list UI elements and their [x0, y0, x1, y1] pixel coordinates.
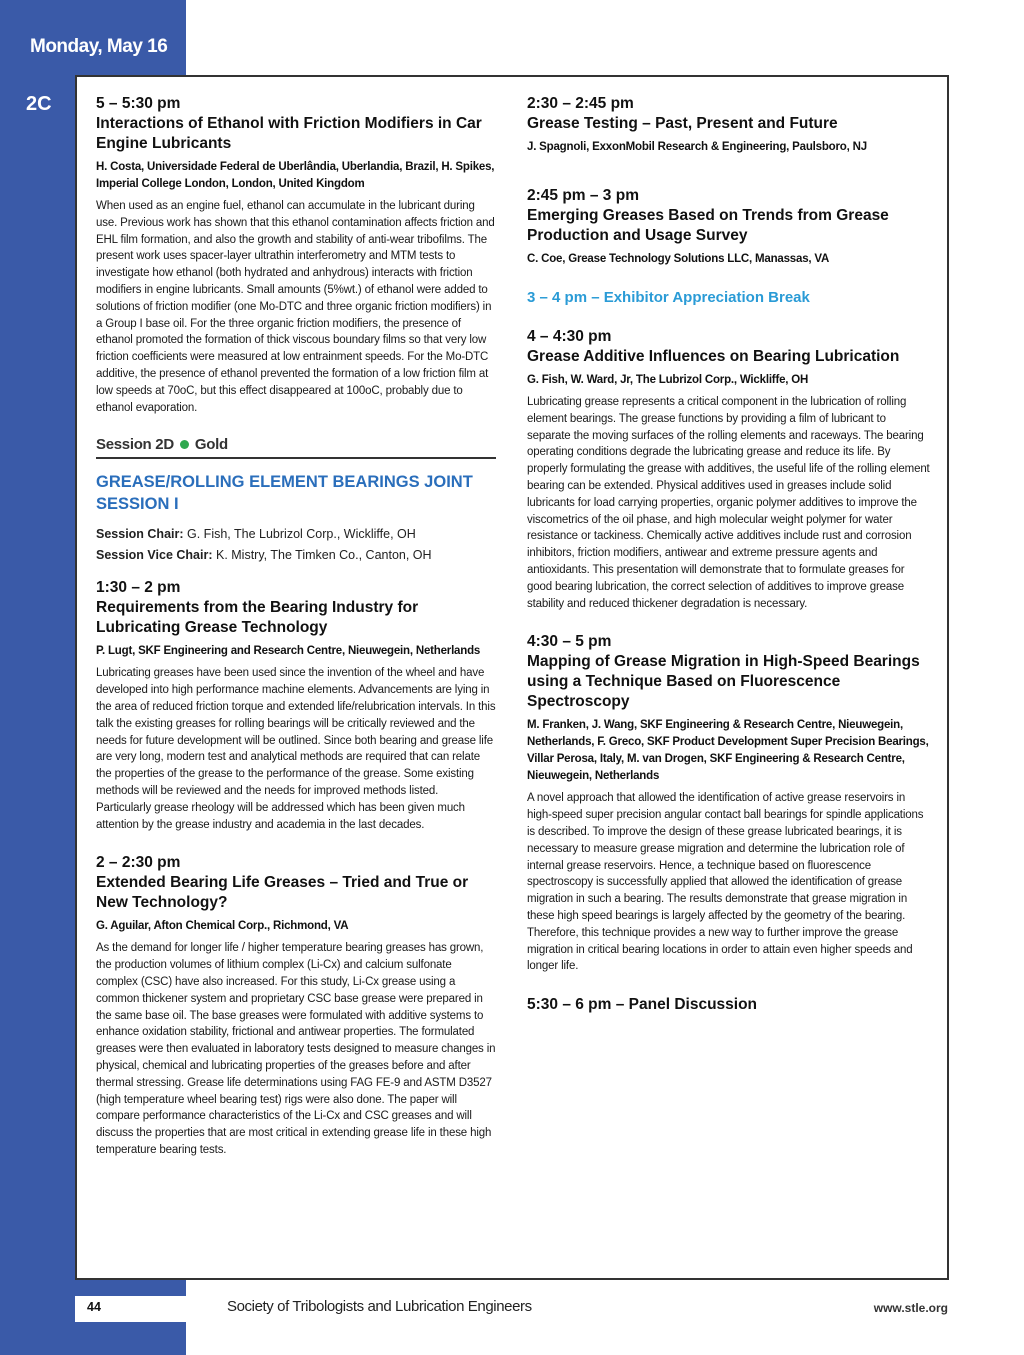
chair-label: Session Chair:: [96, 527, 184, 542]
talk-authors: H. Costa, Universidade Federal de Uberlândia, Uberlandia, Brazil, H. Spikes, Imperial College London, London, United Kingdom: [96, 161, 495, 190]
left-column: [96, 94, 496, 1179]
talk-title: Requirements from the Bearing Industry for Lubricating Grease Technology: [96, 599, 419, 637]
talk-time: 2 – 2:30 pm: [96, 854, 181, 872]
talk-block: [527, 94, 931, 156]
session-code: 2C: [26, 93, 52, 115]
vice-chair-name: K. Mistry, The Timken Co., Canton, OH: [215, 548, 432, 563]
talk-authors: C. Coe, Grease Technology Solutions LLC, Manassas, VA: [527, 253, 830, 265]
talk-abstract: Lubricating grease represents a critical component in the lubrication of rolling element bearings. The grease functions by providing a film of lubricant to separate the moving surfaces of the rolling elements and raceways. The bearing operating conditions degrade the lubricating grease and reduce its life. By properly formulating the grease with additives, the useful life of the rolling element bearing can be extended. Physical additives used in greases include solid lubricants for load carrying properties, organic polymer additives to improve the viscometrics of the oil phase, and high molecular weight polymer for water resistance or tackiness. Chemically active additives include rust and corrosion inhibitors, friction modifiers, antiwear and extreme pressure agents and antioxidants. This presentation will demonstrate that to formulate greases for good bearing lubrication, the correct selection of additives to improve grease stability and reduced thickener degradation is necessary.: [527, 396, 930, 610]
talk-abstract: As the demand for longer life / higher temperature bearing greases has grown, the production volumes of lithium complex (Li-Cx) and calcium sulfonate complex (CSC) have also increased. For this study, Li-Cx grease using a common thickener system and proprietary CSC base grease were prepared in the same base oil. The base greases were formulated with additive systems to enhance oxidation stability, frictional and antiwear properties. The formulated greases were then evaluated in laboratory tests designed to measure changes in physical, chemical and lubricating properties of the greases before and after thermal stressing. Grease life determinations using FAG FE-9 and ASTM D3527 (high temperature wheel bearing test) rigs were also done. The paper will compare performance characteristics of the Li-Cx and CSC greases and will discuss the properties that are most critical in extending grease life in these high temperature bearing tests.: [96, 942, 496, 1156]
page-number: 44: [87, 1300, 101, 1314]
talk-authors: J. Spagnoli, ExxonMobil Research & Engineering, Paulsboro, NJ: [527, 141, 867, 153]
session-heading: [96, 436, 496, 459]
talk-block: [96, 853, 496, 1158]
talk-time: 1:30 – 2 pm: [96, 579, 181, 597]
talk-block: [96, 94, 496, 416]
talk-block: [527, 327, 931, 612]
talk-title: Grease Additive Influences on Bearing Lubrication: [527, 348, 900, 365]
session-chair: [96, 524, 496, 545]
talk-title: Extended Bearing Life Greases – Tried and True or New Technology?: [96, 874, 469, 912]
talk-time: 4 – 4:30 pm: [527, 328, 612, 345]
session-label: Session 2D: [96, 436, 174, 454]
talk-time: 5 – 5:30 pm: [96, 95, 181, 112]
talk-block: [96, 578, 496, 833]
talk-authors: G. Aguilar, Afton Chemical Corp., Richmond, VA: [96, 920, 349, 933]
talk-block: [527, 632, 931, 975]
talk-abstract: When used as an engine fuel, ethanol can accumulate in the lubricant during use. Previous work has shown that this ethanol contamination affects friction and EHL film formation, and also the growth and stability of anti-wear tribofilms. The present work uses spacer-layer ultrathin interferometry and MTM tests to investigate how ethanol (both hydrated and anhydrous) interacts with friction modifiers in engine lubricants. Small amounts (5%wt.) of ethanol were added to solutions of friction modifier (one Mo-DTC and three organic friction modifiers) in a Group I base oil. For the three organic friction modifiers, the presence of ethanol promoted the formation of thick viscous boundary films so that very low friction coefficients were measured at low entrainment speeds. For the Mo-DTC additive, the presence of ethanol prevented the formation of a low friction film at low speeds at 70oC, but this effect disappeared at 100oC, probably due to ethanol evaporation.: [96, 200, 495, 414]
talk-title: Interactions of Ethanol with Friction Modifiers in Car Engine Lubricants: [96, 115, 482, 152]
room-dot-icon: [180, 440, 189, 449]
talk-abstract: A novel approach that allowed the identification of active grease reservoirs in high-speed super precision angular contact ball bearings for spindle applications is described. To improve the design of these grease lubricated bearings, it is necessary to measure grease migration and determine the lubrication role of internal grease reservoirs. Hence, a technique based on fluorescence spectroscopy is successfully applied that allowed the identification of grease migration in such a bearing. The results demonstrate that grease migration in these high speed bearings is largely affected by the geometry of the bearing. Therefore, this technique provides a new way to further improve the grease migration in critical bearing locations in order to attain even higher speeds and longer life.: [527, 792, 924, 973]
vice-chair-label: Session Vice Chair:: [96, 548, 213, 563]
footer-url[interactable]: www.stle.org: [873, 1301, 948, 1315]
session-room: Gold: [194, 436, 228, 454]
day-label: Monday, May 16: [30, 36, 168, 57]
session-chairs: [96, 524, 496, 566]
talk-authors: P. Lugt, SKF Engineering and Research Centre, Nieuwegein, Netherlands: [96, 645, 481, 658]
talk-authors: M. Franken, J. Wang, SKF Engineering & Research Centre, Nieuwegein, Netherlands, F. Greco, SKF Product Development Super Precision Bearings, Villar Perosa, Italy, M. van Drogen, SKF Engineering & Research Centre, Nieuwegein, Netherlands: [527, 719, 929, 783]
chair-name: G. Fish, The Lubrizol Corp., Wickliffe, OH: [187, 527, 416, 542]
talk-abstract: Lubricating greases have been used since the invention of the wheel and have developed into high performance machine elements. Advancements are lying in the area of reduced friction torque and extended life/relubrication intervals. In this talk the existing greases for rolling bearings will be critically reviewed and the needs for future development will be outlined. Since both bearing and grease life are very long, modern test and analytical methods are required that can relate the properties of the grease to the performance of the grease. Some existing methods will be reviewed and the needs for improved methods listed. Particularly grease rheology will be addressed which has been given much attention by the grease industry and academia in the last decades.: [96, 667, 496, 831]
talk-title: Mapping of Grease Migration in High-Speed Bearings using a Technique Based on Fluorescence Spectroscopy: [527, 653, 920, 711]
talk-authors: G. Fish, W. Ward, Jr, The Lubrizol Corp., Wickliffe, OH: [527, 374, 809, 386]
talk-time: 2:30 – 2:45 pm: [527, 95, 634, 112]
right-column: [527, 94, 931, 1015]
talk-title: Grease Testing – Past, Present and Future: [527, 115, 838, 132]
talk-time: 2:45 pm – 3 pm: [527, 187, 639, 204]
session-vice-chair: [96, 545, 496, 566]
talk-time: 4:30 – 5 pm: [527, 633, 612, 651]
panel-discussion: 5:30 – 6 pm – Panel Discussion: [527, 996, 758, 1014]
talk-block: [527, 186, 931, 268]
session-title: GREASE/ROLLING ELEMENT BEARINGS JOINT SESSION I: [96, 473, 473, 514]
exhibitor-break: 3 – 4 pm – Exhibitor Appreciation Break: [527, 289, 810, 306]
footer-organization: Society of Tribologists and Lubrication Engineers: [227, 1298, 532, 1315]
talk-title: Emerging Greases Based on Trends from Grease Production and Usage Survey: [527, 207, 889, 244]
